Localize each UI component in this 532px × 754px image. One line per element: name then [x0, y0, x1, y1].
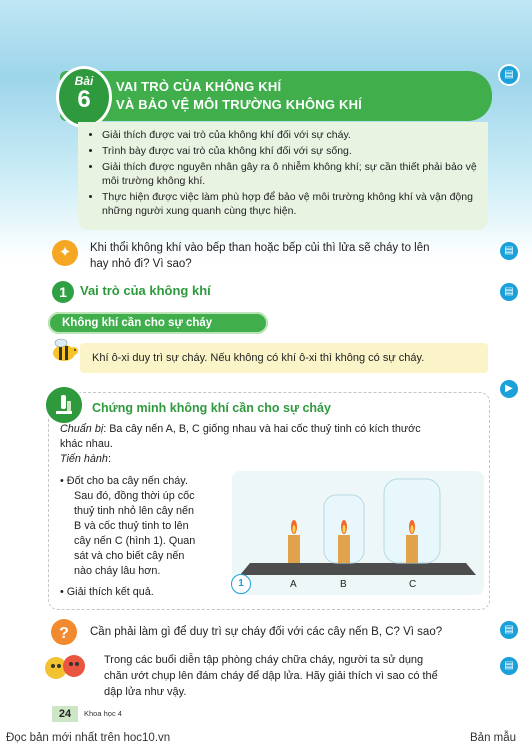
objective-item: • Giải thích được nguyên nhân gây ra ô nhiễm không khí; sự cần thiết phải bảo vệ môi trường không khí. [102, 160, 478, 188]
objective-item: • Giải thích được vai trò của không khí đối với sự cháy. [102, 128, 478, 142]
step-line: Sau đó, đồng thời úp cốc [74, 490, 195, 502]
lesson-number: 6 [77, 86, 91, 113]
candle-a [288, 535, 300, 563]
intro-question-line-2: hay nhỏ đi? Vì sao? [90, 258, 192, 270]
title-line-2: VÀ BẢO VỆ MÔI TRƯỜNG KHÔNG KHÍ [116, 97, 362, 112]
candle-label-b: B [340, 579, 347, 590]
title-line-1: VAI TRÒ CỦA KHÔNG KHÍ [116, 79, 282, 94]
key-note: Khí ô-xi duy trì sự cháy. Nếu không có khí ô-xi thì không có sự cháy. [80, 343, 488, 373]
step-line: nào cháy lâu hơn. [74, 565, 161, 577]
microscope-icon [44, 385, 84, 425]
document-icon[interactable]: ▤ [500, 242, 518, 260]
document-icon[interactable]: ▤ [500, 283, 518, 301]
question-3-line-3: dập lửa như vậy. [104, 686, 187, 698]
prep-label: Chuẩn bị [60, 423, 104, 435]
document-icon[interactable]: ▤ [500, 657, 518, 675]
candle-b [338, 535, 350, 563]
book-title: Khoa học 4 [84, 709, 122, 718]
step-line: • Đốt cho ba cây nến cháy. [60, 475, 188, 487]
section-number: 1 [52, 281, 74, 303]
prep-line-1 [60, 422, 421, 437]
question-2: Cần phải làm gì để duy trì sự cháy đối với các cây nến B, C? Vì sao? [90, 626, 443, 638]
play-icon[interactable]: ▶ [500, 380, 518, 398]
step-line: sát và cho biết cây nến [74, 550, 185, 562]
prep-text: : Ba cây nến A, B, C giống nhau và hai cốc thuỷ tinh có kích thước [103, 423, 421, 435]
question-3-line-1: Trong các buổi diễn tập phòng cháy chữa cháy, người ta sử dụng [104, 654, 424, 666]
objectives-box [78, 122, 488, 230]
procedure-label: Tiến hành [60, 453, 108, 465]
lightbulb-icon: ✦ [52, 240, 78, 266]
step-line: • Giải thích kết quả. [60, 586, 154, 598]
document-icon[interactable]: ▤ [500, 621, 518, 639]
candle-label-a: A [290, 579, 297, 590]
step-line: B và cốc thuỷ tinh to lên [74, 520, 189, 532]
objective-item: • Thực hiện được việc làm phù hợp để bảo vệ môi trường không khí và vận động những người xung quanh cùng thực hiện. [102, 190, 478, 218]
footer-link[interactable]: Đọc bản mới nhất trên hoc10.vn [6, 732, 171, 744]
lesson-label: Bài [74, 74, 94, 88]
step-line: thuỷ tinh nhỏ lên cây nến [74, 505, 195, 517]
candle-c [406, 535, 418, 563]
experiment-figure [232, 471, 484, 595]
intro-question-line-1: Khi thổi không khí vào bếp than hoặc bếp củi thì lửa sẽ cháy to lên [90, 242, 430, 254]
objective-item: • Trình bày được vai trò của không khí đối với sự sống. [102, 144, 478, 158]
procedure-line: Tiến hành: [60, 453, 111, 465]
section-title: Vai trò của không khí [80, 283, 211, 298]
subsection-title: Không khí cần cho sự cháy [48, 312, 268, 334]
step-line: cây nến C (hình 1). Quan [74, 535, 196, 547]
question-3-line-2: chăn ướt chụp lên đám cháy để dập lửa. Hãy giải thích vì sao có thể [104, 670, 438, 682]
page-number: 24 [52, 706, 78, 722]
candle-label-c: C [409, 579, 417, 590]
discussion-characters-icon [44, 652, 88, 686]
question-icon [50, 618, 78, 646]
document-icon[interactable]: ▤ [500, 66, 518, 84]
footer-label: Bản mẫu [470, 732, 517, 744]
objectives-list [78, 122, 488, 218]
experiment-title: Chứng minh không khí cần cho sự cháy [92, 401, 331, 415]
page-title [116, 78, 362, 114]
candles-illustration [232, 471, 484, 595]
lesson-badge [56, 66, 112, 128]
bee-icon [46, 336, 80, 366]
figure-number: 1 [231, 574, 251, 594]
svg-text:?: ? [59, 625, 69, 642]
prep-line-2: khác nhau. [60, 438, 113, 450]
